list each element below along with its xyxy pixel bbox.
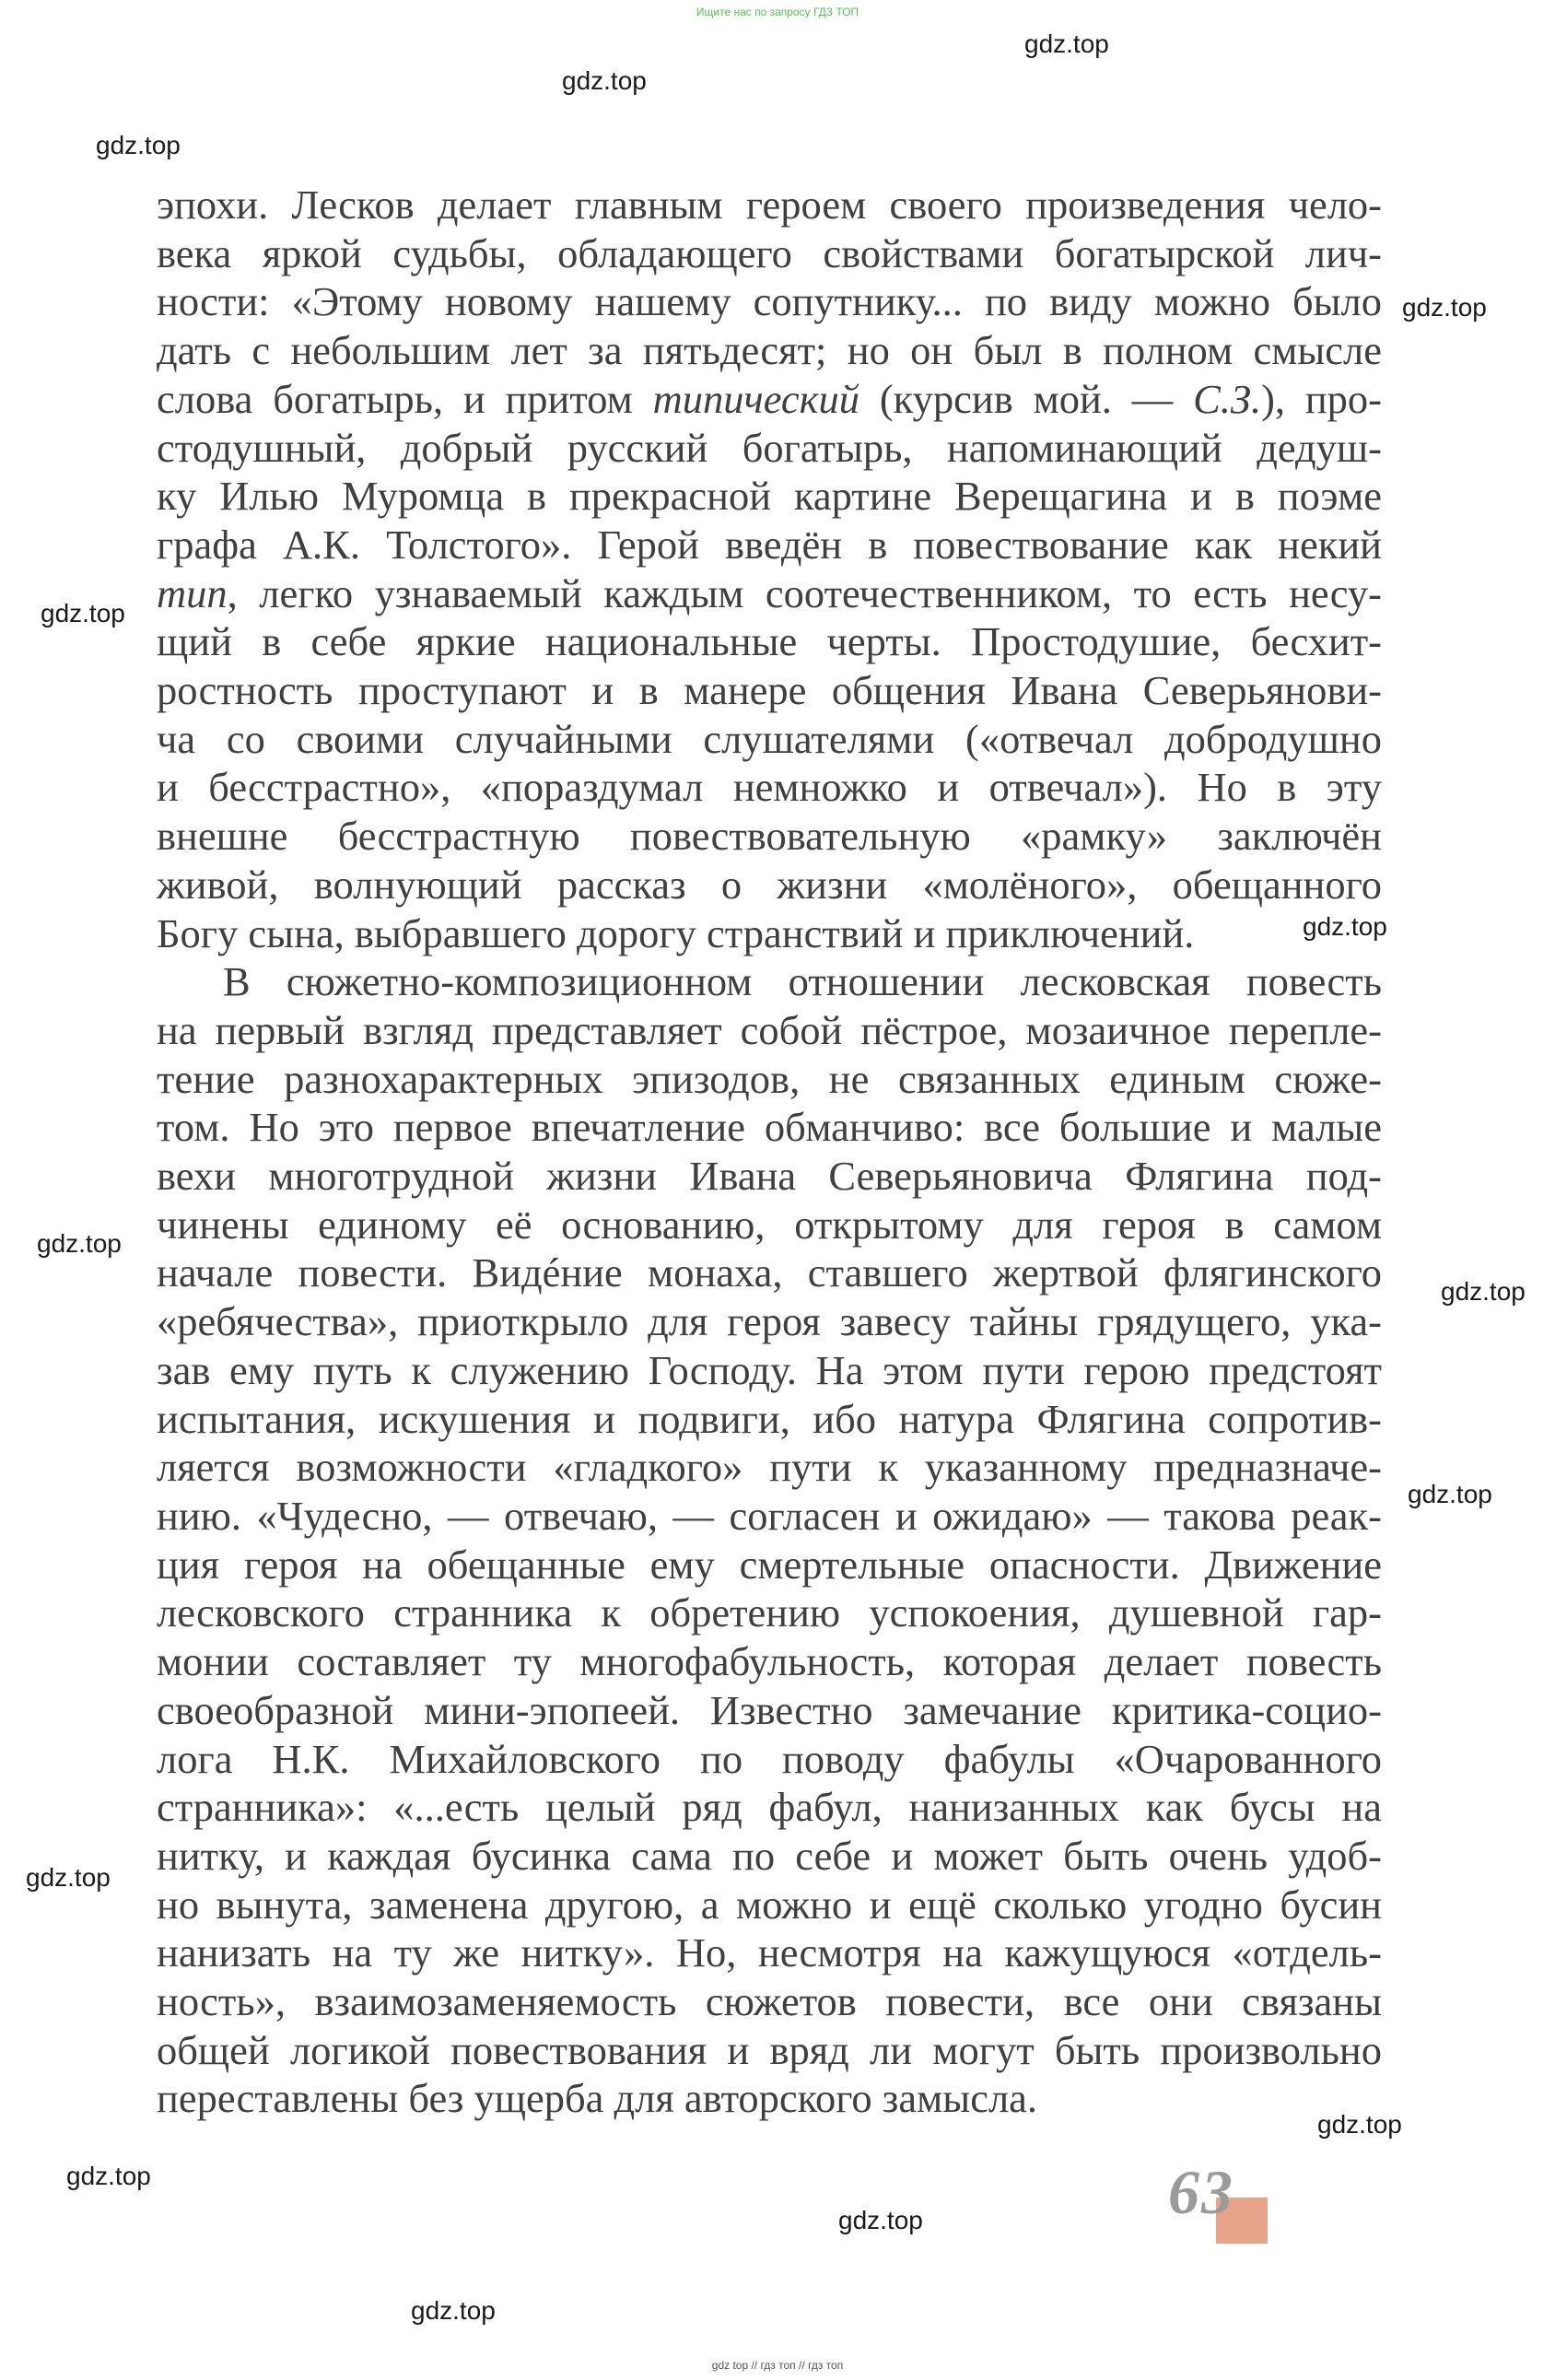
text-line [157,375,1382,424]
text-line: ча со своими случайными слушателями («отвечал добродушно [157,715,1382,762]
text-line: живой, волнующий рассказ о жизни «молёного», обещанного [157,861,1382,908]
text-line: начале повести. Видéние монаха, ставшего жертвой флягинского [157,1249,1382,1296]
italic-term: тип [157,569,228,616]
text-line: лога Н.К. Михайловского по поводу фабулы «Очарованного [157,1735,1382,1782]
text-line: вехи многотрудной жизни Ивана Северьяновича Флягина под- [157,1153,1382,1200]
text-line: дать с небольшим лет за пятьдесят; но он был в полном смысле [157,327,1382,374]
text-line: общей логикой повествования и вряд ли могут быть произвольно [157,2026,1382,2073]
italic-term: типический [652,375,859,422]
footer-links[interactable]: gdz top // гдз топ // гдз топ [711,2359,844,2372]
text-line: на первый взгляд представляет собой пёстрое, мозаичное перепле- [157,1006,1382,1053]
italic-initials: С.З. [1193,375,1262,422]
text-line: века яркой судьбы, обладающего свойствами богатырской лич- [157,229,1382,276]
text-line: В сюжетно-композиционном отношении лесковская повесть [223,958,1382,1005]
text-line: ку Илью Муромца в прекрасной картине Верещагина и в поэме [157,473,1382,520]
text-fragment: (курсив мой. — [859,375,1194,422]
watermark: gdz.top [96,131,181,159]
text-line: ность», взаимозаменяемость сюжетов повести, все они связаны [157,1978,1382,2025]
text-line: странника»: «...есть целый ряд фабул, нанизанных как бусы на [157,1784,1382,1831]
text-fragment: ), про- [1261,375,1382,422]
text-line: ности: «Этому новому нашему сопутнику... по виду можно было [157,278,1382,325]
watermark: gdz.top [1441,1277,1526,1306]
watermark: gdz.top [411,2296,496,2325]
text-fragment: , легко узнаваемый каждым соотечественником, то есть несу- [227,569,1382,616]
text-line: эпохи. Лесков делает главным героем своего произведения чело- [157,182,1382,228]
text-line: графа А.К. Толстого». Герой введён в повествование как некий [157,521,1382,568]
text-line: щий в себе яркие национальные черты. Простодушие, бесхит- [157,618,1382,665]
text-line: чинены единому её основанию, открытому для героя в самом [157,1201,1382,1248]
text-line: нию. «Чудесно, — отвечаю, — согласен и ожидаю» — такова реак- [157,1492,1382,1539]
page-number: 63 [1168,2157,1234,2227]
text-line: зав ему путь к служению Господу. На этом пути герою предстоят [157,1346,1382,1393]
text-line: Богу сына, выбравшего дорогу странствий и приключений. [157,909,1195,956]
text-line: и бесстрастно», «пораздумал немножко и отвечал»). Но в эту [157,764,1382,811]
text-line: «ребячества», приоткрыло для героя завесу тайны грядущего, ука- [157,1298,1382,1345]
paragraph-2 [157,957,1382,2123]
text-line [157,569,1382,618]
watermark: gdz.top [838,2206,923,2234]
text-line: том. Но это первое впечатление обманчиво: все большие и малые [157,1104,1382,1151]
text-line: ляется возможности «гладкого» пути к указанному предназначе- [157,1444,1382,1491]
text-line: стодушный, добрый русский богатырь, напоминающий дедуш- [157,424,1382,471]
text-line: своеобразной мини-эпопеей. Известно замечание критика-социо- [157,1686,1382,1733]
watermark: gdz.top [562,66,647,95]
watermark: gdz.top [1402,293,1487,322]
text-line: внешне бесстрастную повествовательную «рамку» заключён [157,813,1382,860]
watermark: gdz.top [1303,912,1387,941]
text-line: монии составляет ту многофабульность, которая делает повесть [157,1638,1382,1685]
watermark: gdz.top [26,1863,111,1892]
text-line: тение разнохарактерных эпизодов, не связанных единым сюже- [157,1055,1382,1102]
text-line: но вынута, заменена другою, а можно и ещё сколько угодно бусин [157,1881,1382,1928]
body-text [157,181,1382,2123]
text-fragment: слова богатырь, и притом [157,375,653,422]
text-line: нанизать на ту же нитку». Но, несмотря на кажущуюся «отдель- [157,1929,1382,1976]
watermark: gdz.top [1408,1480,1492,1508]
text-line: нитку, и каждая бусинка сама по себе и может быть очень удоб- [157,1832,1382,1879]
text-line: ция героя на обещанные ему смертельные опасности. Движение [157,1541,1382,1588]
text-line: переставлены без ущерба для авторского замысла. [157,2075,1038,2122]
text-line: ростность проступают и в манере общения Ивана Северьянови- [157,667,1382,714]
paragraph-1 [157,181,1382,957]
watermark: gdz.top [41,599,125,627]
text-line: лесковского странника к обретению успокоения, душевной гар- [157,1589,1382,1636]
watermark: gdz.top [66,2162,151,2190]
text-line: испытания, искушения и подвиги, ибо натура Флягина сопротив- [157,1395,1382,1442]
watermark: gdz.top [1024,29,1109,58]
top-banner: Ищите нас по запросу ГДЗ ТОП [696,6,859,18]
watermark: gdz.top [37,1229,122,1258]
watermark: gdz.top [1317,2110,1402,2139]
